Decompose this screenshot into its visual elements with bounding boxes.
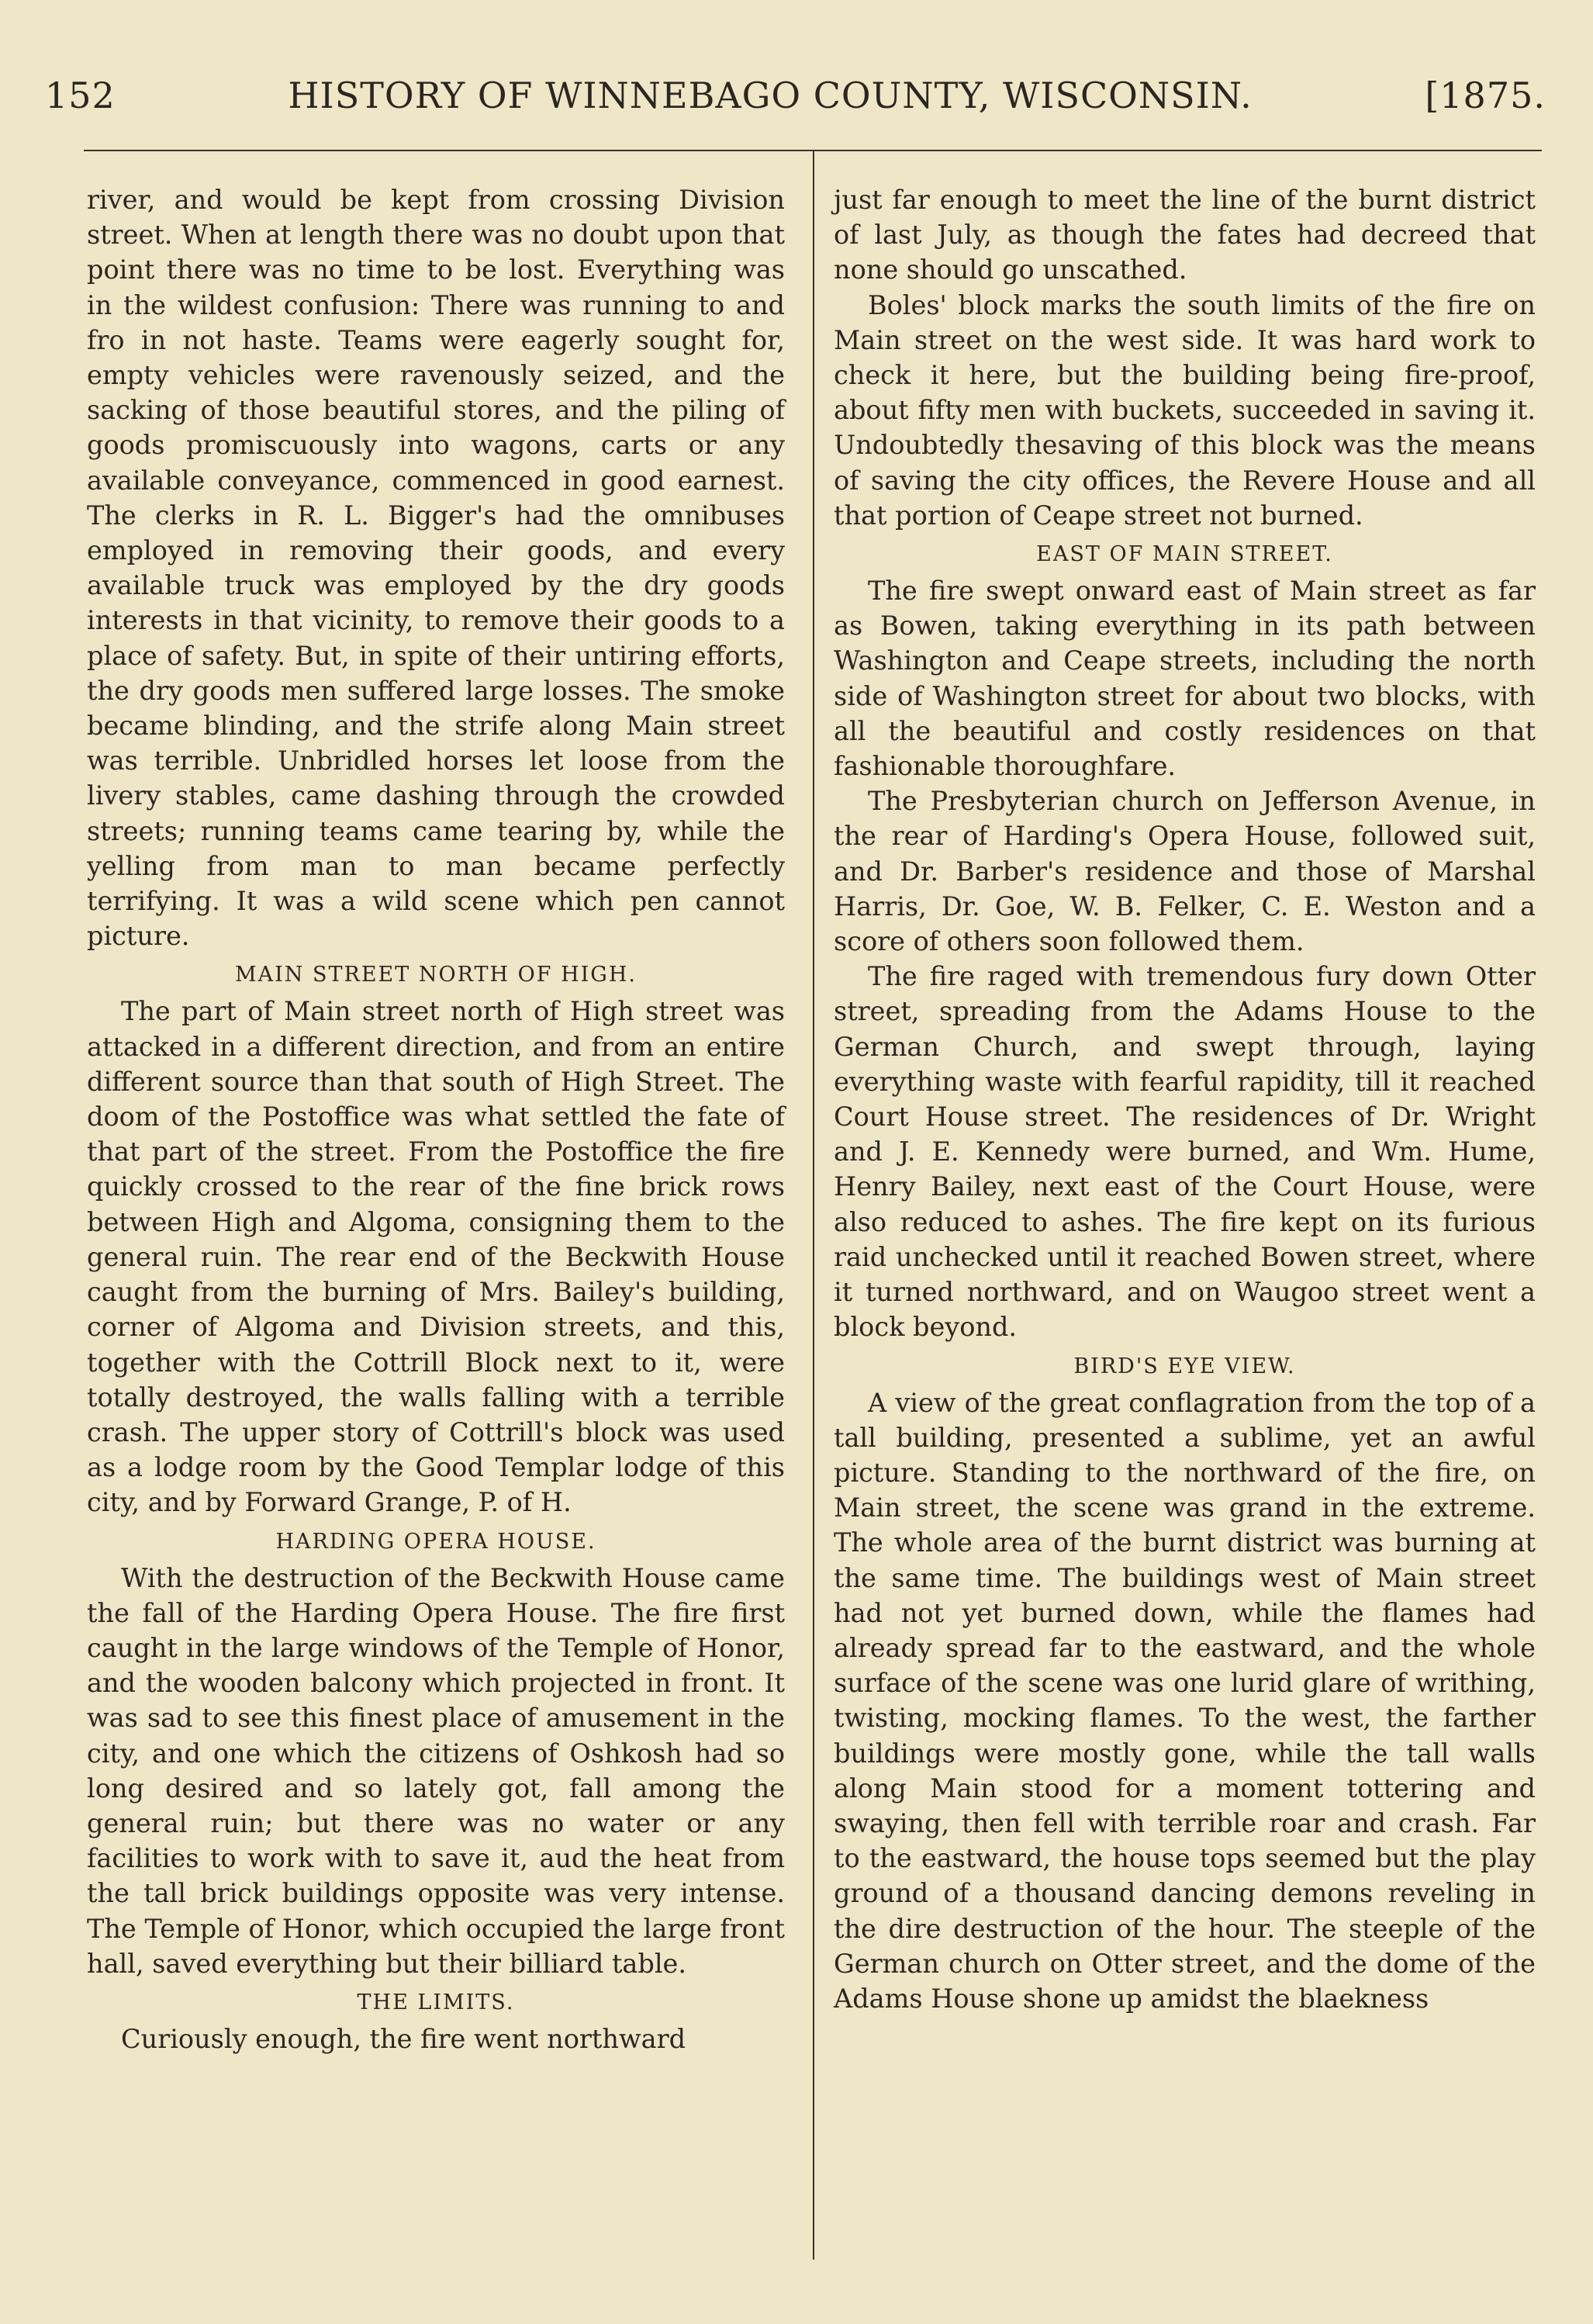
paragraph: The fire swept onward east of Main street as far as Bowen, taking everything in its path between Washington and Ceape streets, including the north side of Washington street for about two blocks, with all the beautiful and costly residences on that fashionable thoroughfare. bbox=[834, 576, 1536, 782]
left-column bbox=[87, 182, 785, 2056]
section-heading: MAIN STREET NORTH OF HIGH. bbox=[235, 963, 637, 987]
paragraph: just far enough to meet the line of the burnt district of last July, as though the fates had decreed that none should go unscathed. bbox=[834, 185, 1536, 285]
paragraph: With the destruction of the Beckwith House came the fall of the Harding Opera House. The fire first caught in the large windows of the Temple of Honor, and the wooden balcony which projected in front. It was sad to see this finest place of amusement in the city, and one which the citizens of Oshkosh had so long desired and so lately got, fall among the general ruin; but there was no water or any facilities to work with to save it, aud the heat from the tall brick buildings opposite was very intense. The Temple of Honor, which occupied the large front hall, saved everything but their billiard table. bbox=[87, 1562, 785, 1979]
page-number: 152 bbox=[45, 74, 116, 116]
paragraph: The fire raged with tremendous fury down Otter street, spreading from the Adams House to the German Church, and swept through, laying everything waste with fearful rapidity, till it reached Court House street. The residences of Dr. Wright and J. E. Kennedy were burned, and Wm. Hume, Henry Bailey, next east of the Court House, were also reduced to ashes. The fire kept on its furious raid unchecked until it reached Bowen street, where it turned northward, and on Waugoo street went a block beyond. bbox=[834, 961, 1536, 1343]
column-divider bbox=[813, 150, 814, 2260]
section-heading: HARDING OPERA HOUSE. bbox=[275, 1529, 596, 1554]
right-column bbox=[834, 182, 1536, 2016]
running-header bbox=[45, 74, 1546, 129]
section-heading: THE LIMITS. bbox=[357, 1990, 515, 2014]
section-heading: BIRD'S EYE VIEW. bbox=[1073, 1354, 1296, 1378]
running-year: [1875. bbox=[1425, 74, 1546, 116]
paragraph: Boles' block marks the south limits of the fire on Main street on the west side. It was hard work to check it here, but the building being fire-proof, about fifty men with buckets, succeeded in saving it. Undoubtedly thesaving of this block was the means of saving the city offices, the Revere House and all that portion of Ceape street not burned. bbox=[834, 289, 1536, 531]
running-title: HISTORY OF WINNEBAGO COUNTY, WISCONSIN. bbox=[288, 74, 1253, 116]
paragraph: The Presbyterian church on Jefferson Avenue, in the rear of Harding's Opera House, followed suit, and Dr. Barber's residence and those of Marshal Harris, Dr. Goe, W. B. Felker, C. E. Weston and a score of others soon followed them. bbox=[834, 786, 1536, 957]
section-heading: EAST OF MAIN STREET. bbox=[1036, 542, 1333, 567]
paragraph: river, and would be kept from crossing Division street. When at length there was no doubt upon that point there was no time to be lost. Everything was in the wildest confusion: There was running to and fro in not haste. Teams were eagerly sought for, empty vehicles were ravenously seized, and the sacking of those beautiful stores, and the piling of goods promiscuously into wagons, carts or any available conveyance, commenced in good earnest. The clerks in R. L. Bigger's had the omnibuses employed in removing their goods, and every available truck was employed by the dry goods interests in that vicinity, to remove their goods to a place of safety. But, in spite of their untiring efforts, the dry goods men suffered large losses. The smoke became blinding, and the strife along Main street was terrible. Unbridled horses let loose from the livery stables, came dashing through the crowded streets; running teams came tearing by, while the yelling from man to man became perfectly terrifying. It was a wild scene which pen cannot picture. bbox=[87, 185, 785, 952]
paragraph: The part of Main street north of High street was attacked in a different direction, and from an entire different source than that south of High Street. The doom of the Postoffice was what settled the fate of that part of the street. From the Postoffice the fire quickly crossed to the rear of the fine brick rows between High and Algoma, consigning them to the general ruin. The rear end of the Beckwith House caught from the burning of Mrs. Bailey's building, corner of Algoma and Division streets, and this, together with the Cottrill Block next to it, were totally destroyed, the walls falling with a terrible crash. The upper story of Cottrill's block was used as a lodge room by the Good Templar lodge of this city, and by Forward Grange, P. of H. bbox=[87, 996, 785, 1518]
paragraph: A view of the great conflagration from the top of a tall building, presented a sublime, yet an awful picture. Standing to the northward of the fire, on Main street, the scene was grand in the extreme. The whole area of the burnt district was burning at the same time. The buildings west of Main street had not yet burned down, while the flames had already spread far to the eastward, and the whole surface of the scene was one lurid glare of writhing, twisting, mocking flames. To the west, the farther buildings were mostly gone, while the tall walls along Main stood for a moment tottering and swaying, then fell with terrible roar and crash. Far to the eastward, the house tops seemed but the play ground of a thousand dancing demons reveling in the dire destruction of the hour. The steeple of the German church on Otter street, and the dome of the Adams House shone up amidst the blaekness bbox=[834, 1387, 1536, 2014]
paragraph: Curiously enough, the fire went northward bbox=[121, 2023, 686, 2054]
